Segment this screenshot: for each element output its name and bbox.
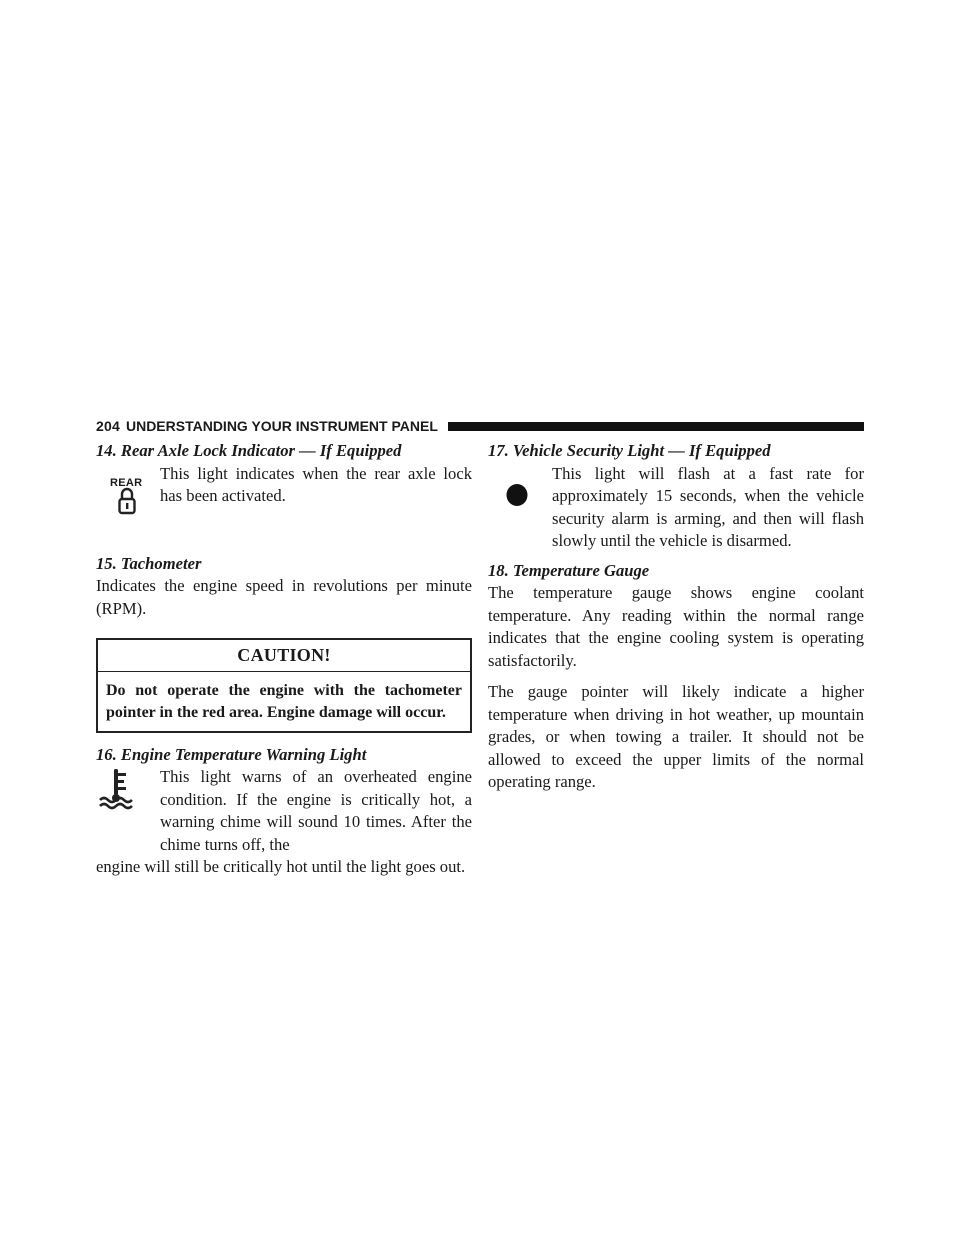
item-14-text: This light indicates when the rear axle lock has been activated. <box>160 463 472 505</box>
section-title: UNDERSTANDING YOUR INSTRUMENT PANEL <box>125 418 438 434</box>
item-14-heading: 14. Rear Axle Lock Indicator — If Equipped <box>96 441 402 460</box>
item-14-body <box>96 463 472 529</box>
left-column <box>96 440 472 879</box>
item-16-body <box>96 766 472 856</box>
right-column <box>488 440 864 794</box>
item-16-text-continued: engine will still be critically hot until the light goes out. <box>96 857 466 876</box>
coolant-thermometer-icon <box>96 766 160 833</box>
engine-temperature-icon <box>96 766 160 833</box>
item-16-heading: 16. Engine Temperature Warning Light <box>96 744 367 764</box>
item-17-heading: 17. Vehicle Security Light — If Equipped <box>488 441 771 460</box>
item-18-paragraph-1: The temperature gauge shows engine coolant temperature. Any reading within the normal range indicates that the engine cooling system is operating satisfactorily. <box>488 583 864 670</box>
header-rule <box>448 422 864 431</box>
item-16-text: This light warns of an overheated engine condition. If the engine is critically hot, a warning chime will sound 10 times. After the chime turns off, the <box>160 767 472 854</box>
page-number: 204 <box>96 418 120 434</box>
rear-axle-lock-icon-label: REAR <box>110 476 143 489</box>
caution-box <box>96 638 472 733</box>
caution-text: Do not operate the engine with the tachometer pointer in the red area. Engine damage will occur. <box>106 681 462 721</box>
item-17-text: This light will flash at a fast rate for approximately 15 seconds, when the vehicle security alarm is arming, and then will flash slowly until the vehicle is disarmed. <box>552 463 864 550</box>
item-18-heading: 18. Temperature Gauge <box>488 560 650 580</box>
item-18-paragraph-2: The gauge pointer will likely indicate a higher temperature when driving in hot weather, up mountain grades, or when towing a trailer. It should not be allowed to exceed the upper limits of the normal operating range. <box>488 682 864 791</box>
item-15-text: Indicates the engine speed in revolutions per minute (RPM). <box>96 576 472 618</box>
vehicle-security-icon <box>488 463 552 553</box>
caution-title: CAUTION! <box>98 640 470 672</box>
page-header <box>96 414 864 438</box>
rear-axle-lock-icon <box>96 463 160 529</box>
item-15-heading: 15. Tachometer <box>96 553 202 573</box>
padlock-icon <box>96 463 160 529</box>
item-17-body <box>488 463 864 553</box>
security-light-icon <box>488 463 552 553</box>
